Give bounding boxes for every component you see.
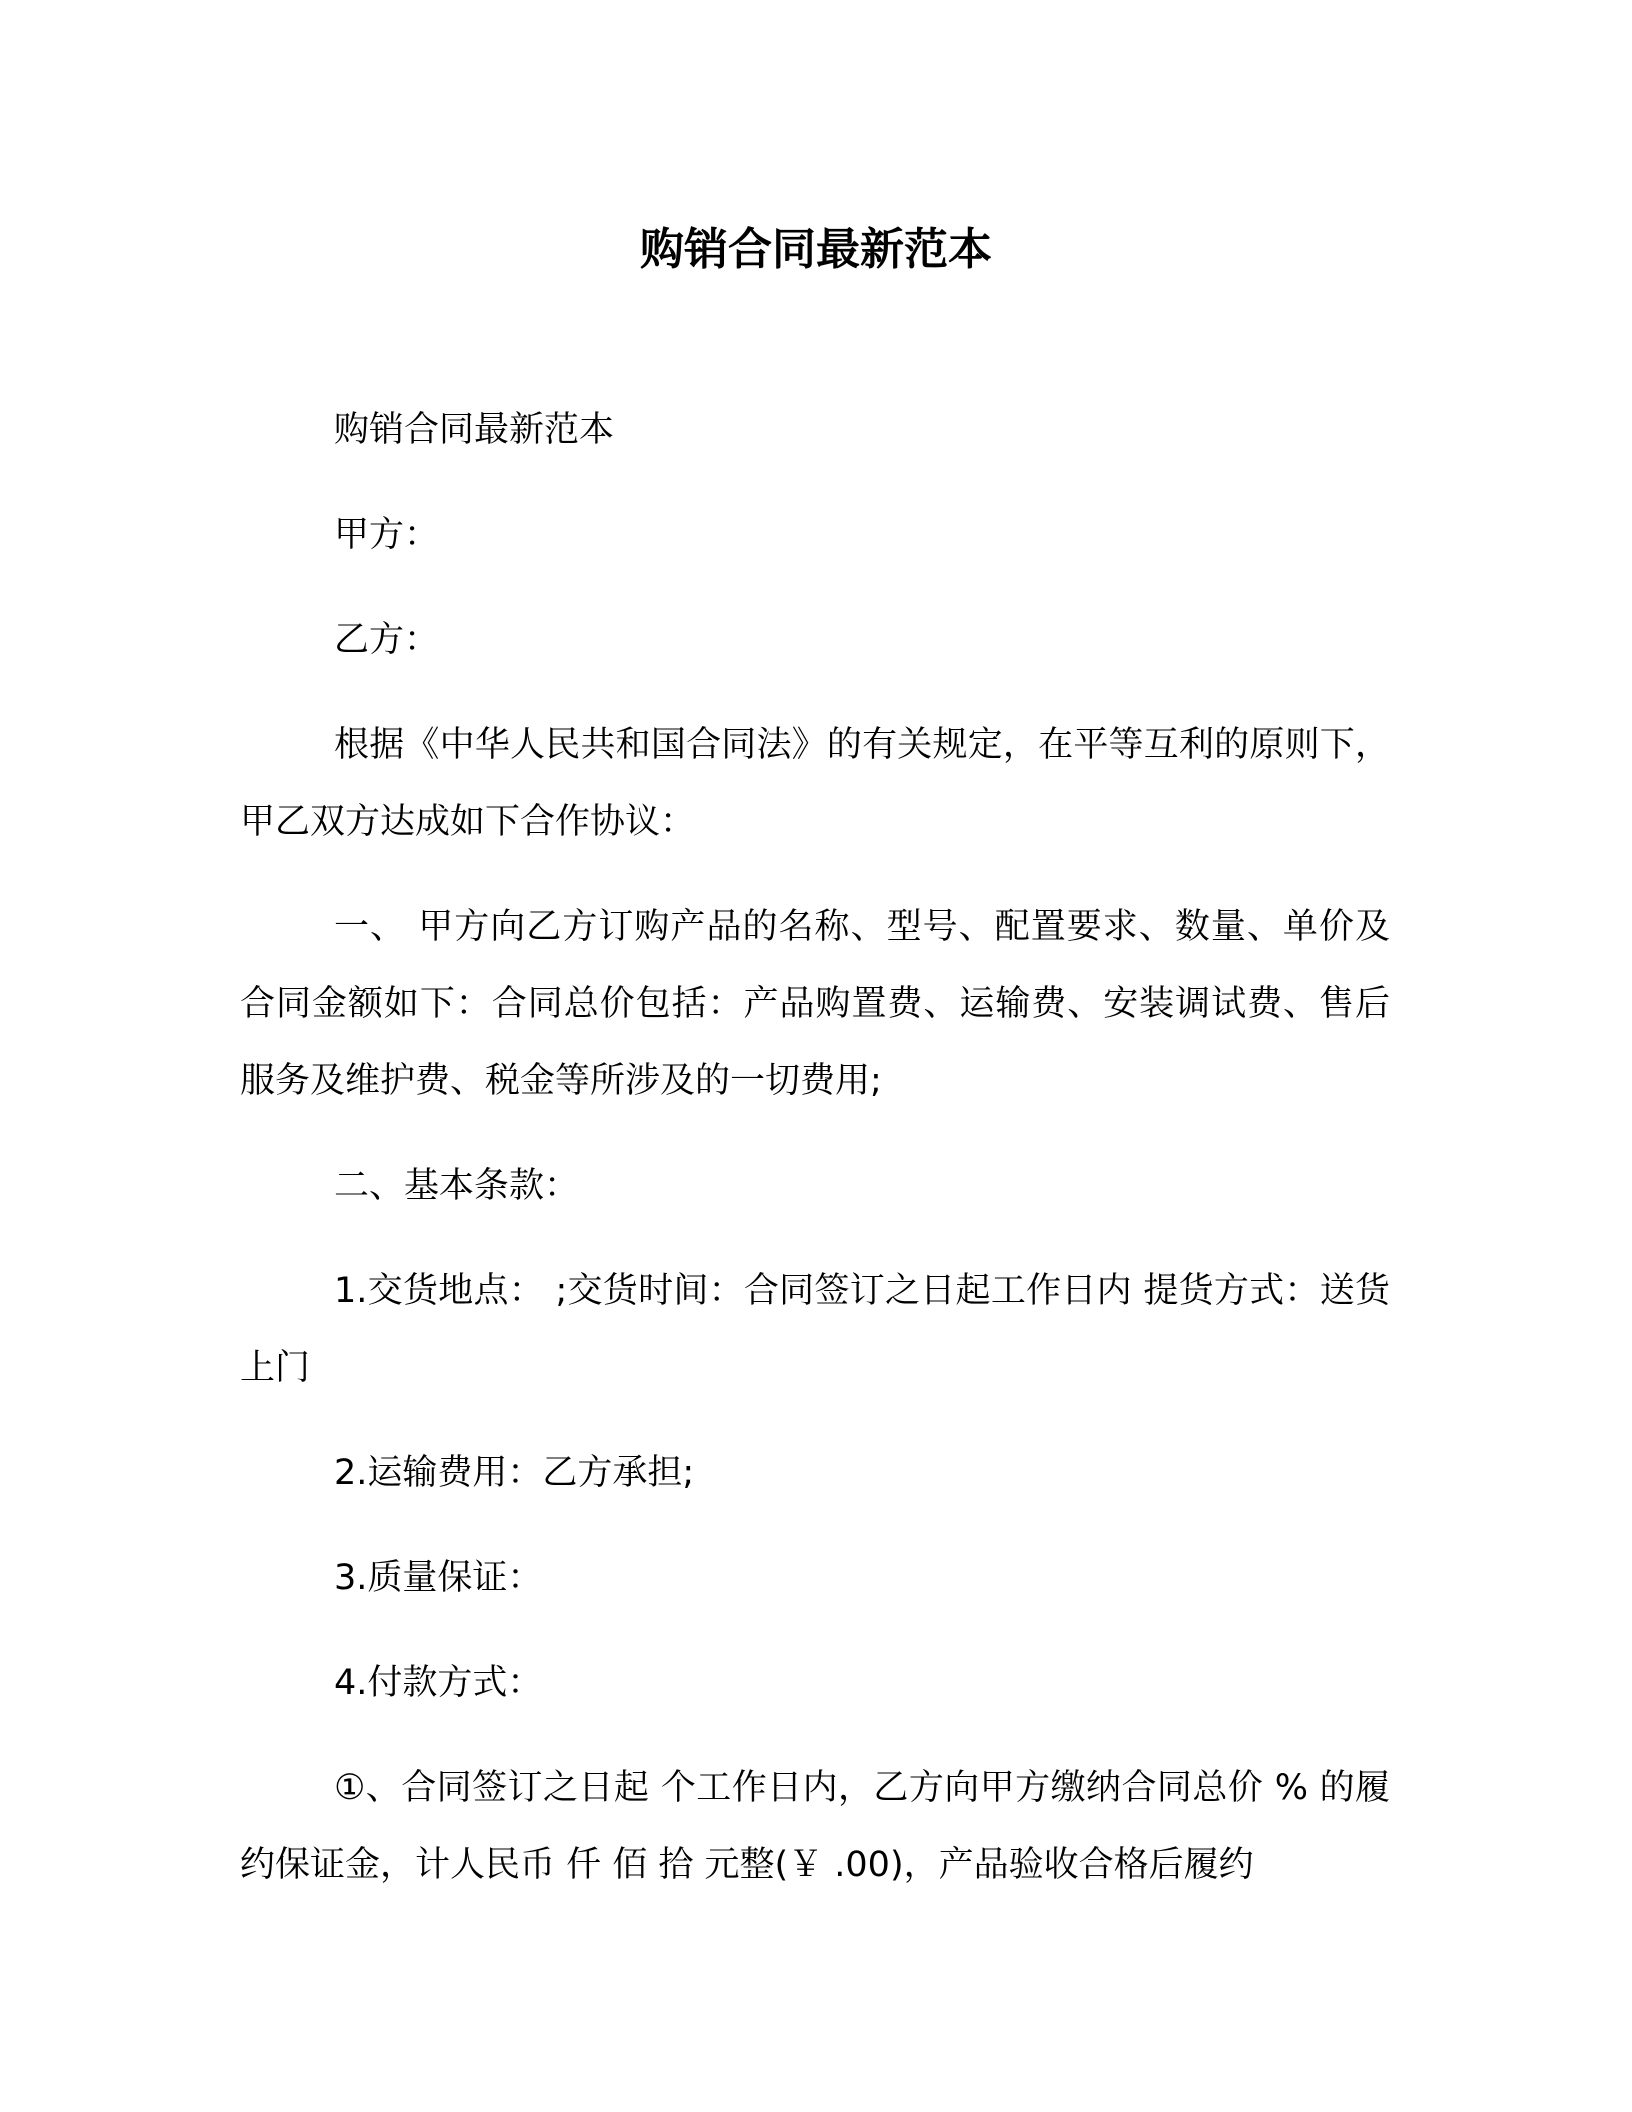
document-title: 购销合同最新范本: [640, 224, 992, 275]
paragraph-quality: 3.质量保证：: [334, 1558, 543, 1598]
paragraph-payment: 4.付款方式：: [334, 1663, 543, 1703]
paragraph-delivery: 1.交货地点： ;交货时间：合同签订之日起工作日内 提货方式：送货上门: [240, 1271, 1390, 1388]
document-body: [240, 392, 1390, 1932]
paragraph-basic-terms: 二、基本条款：: [334, 1166, 580, 1206]
paragraph-preamble: 根据《中华人民共和国合同法》的有关规定，在平等互利的原则下，甲乙双方达成如下合作协议：: [240, 725, 1390, 842]
paragraph-clause-1: 一、 甲方向乙方订购产品的名称、型号、配置要求、数量、单价及合同金额如下：合同总价包括：产品购置费、运输费、安装调试费、售后服务及维护费、税金等所涉及的一切费用;: [240, 907, 1390, 1101]
paragraph-payment-1: ①、合同签订之日起 个工作日内，乙方向甲方缴纳合同总价 % 的履约保证金，计人民币 仟 佰 拾 元整(￥ .00)，产品验收合格后履约: [240, 1768, 1390, 1885]
paragraph-subtitle: 购销合同最新范本: [334, 410, 615, 450]
paragraph-party-a: 甲方：: [334, 515, 440, 555]
paragraph-transport: 2.运输费用：乙方承担;: [334, 1453, 695, 1493]
paragraph-party-b: 乙方：: [334, 620, 440, 660]
